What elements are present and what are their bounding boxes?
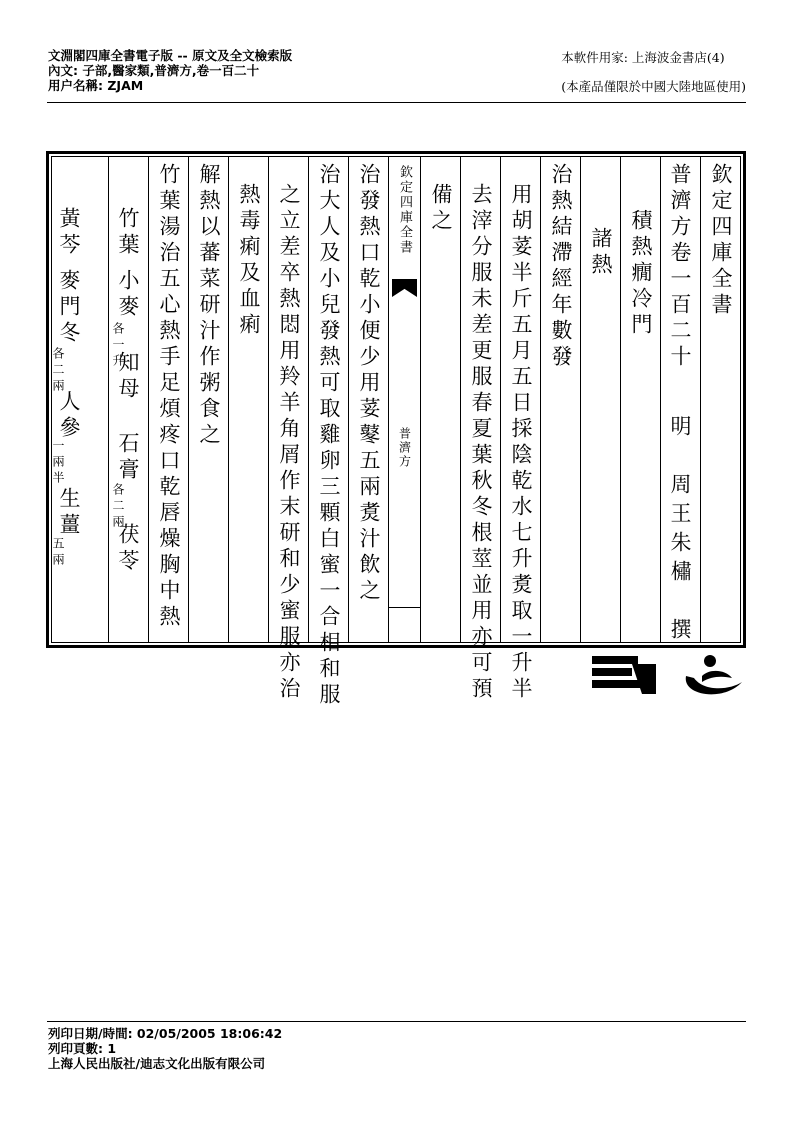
column-4 xyxy=(580,157,620,642)
ingredient: 石膏 xyxy=(116,432,140,484)
text-column: 熱毒痢及血痢 xyxy=(237,183,261,339)
text-column: 備之 xyxy=(429,183,453,235)
header-right xyxy=(561,50,746,94)
column-11 xyxy=(268,157,308,703)
ingredient: 生薑 xyxy=(57,487,81,539)
centerline-divider xyxy=(389,607,420,608)
column-5 xyxy=(540,157,580,642)
section-heading: 積熱癇冷門 xyxy=(629,209,653,339)
ingredient-dose: 各二兩 xyxy=(111,483,125,531)
ingredient-dose: 五兩 xyxy=(51,537,65,569)
column-7 xyxy=(460,157,500,703)
brand-seal-icon xyxy=(680,654,746,702)
header-username: 用户名稱: ZJAM xyxy=(48,78,144,93)
volume-title: 普濟方卷一百二十 xyxy=(668,163,692,371)
book-title: 欽定四庫全書 xyxy=(709,163,733,319)
column-3 xyxy=(620,157,660,642)
footer-divider xyxy=(47,1021,746,1022)
book-page-frame xyxy=(46,151,746,709)
author-line: 明 周王朱橚 撰 xyxy=(668,415,692,647)
header-title: 文淵閣四庫全書電子版 -- 原文及全文檢索版 xyxy=(48,48,293,63)
column-10 xyxy=(308,157,348,709)
publisher-logo-icon xyxy=(592,654,656,696)
column-2 xyxy=(660,157,700,647)
ingredient: 小麥 xyxy=(116,269,140,321)
text-column: 之立差卒熱悶用羚羊角屑作末研和少蜜服亦治 xyxy=(277,183,301,703)
header-region-notice: (本產品僅限於中國大陸地區使用) xyxy=(561,79,746,94)
ingredient: 竹葉 xyxy=(116,207,140,259)
print-datetime: 列印日期/時間: 02/05/2005 18:06:42 xyxy=(48,1026,283,1041)
footer xyxy=(48,1026,282,1071)
column-16 xyxy=(46,157,108,642)
text-column: 解熱以蕃菜研汁作粥食之 xyxy=(197,163,221,449)
header-divider xyxy=(47,102,746,103)
ingredient-dose: 各一升 xyxy=(111,322,125,370)
fold-centerline xyxy=(388,157,420,642)
column-1 xyxy=(700,157,740,642)
centerline-title: 欽定四庫全書 xyxy=(397,165,412,255)
print-page-count: 列印頁數: 1 xyxy=(48,1041,117,1056)
ingredient-dose: 一兩半 xyxy=(51,439,65,487)
ingredient: 黃芩 xyxy=(57,207,81,259)
text-column: 用胡荽半斤五月五日採陰乾水七升煑取一升半 xyxy=(509,183,533,703)
column-14 xyxy=(148,157,188,642)
column-13 xyxy=(188,157,228,642)
column-6 xyxy=(500,157,540,703)
ingredient-dose: 各二兩 xyxy=(51,347,65,395)
ingredient: 茯苓 xyxy=(116,523,140,575)
publisher-line: 上海人民出版社/迪志文化出版有限公司 xyxy=(48,1056,266,1071)
column-15 xyxy=(108,157,148,642)
header-left xyxy=(48,48,292,93)
text-column: 治熱結滯經年數發 xyxy=(549,163,573,371)
ingredient: 知母 xyxy=(116,351,140,403)
ingredient: 人參 xyxy=(57,390,81,442)
header-licensee: 本軟件用家: 上海波金書店(4) xyxy=(561,50,725,65)
column-8 xyxy=(420,157,460,642)
subsection-heading: 諸熱 xyxy=(589,227,613,279)
fishtail-mark xyxy=(392,279,417,297)
text-column: 治發熱口乾小便少用荽鼕五兩煑汁飲之 xyxy=(357,163,381,605)
text-column: 去滓分服未差更服春夏葉秋冬根莖並用亦可預 xyxy=(469,183,493,703)
text-column: 治大人及小兒發熱可取雞卵三顆白蜜一合相和服 xyxy=(317,163,341,709)
ingredient: 麥門冬 xyxy=(57,269,81,347)
header-content-path: 內文: 子部,醫家類,普濟方,卷一百二十 xyxy=(48,63,260,78)
book-page-inner xyxy=(51,156,741,709)
column-9 xyxy=(348,157,388,642)
column-12 xyxy=(228,157,268,642)
centerline-book-name: 普濟方 xyxy=(397,427,412,469)
text-column: 竹葉湯治五心熱手足煩疼口乾唇燥胸中熱 xyxy=(157,163,181,631)
